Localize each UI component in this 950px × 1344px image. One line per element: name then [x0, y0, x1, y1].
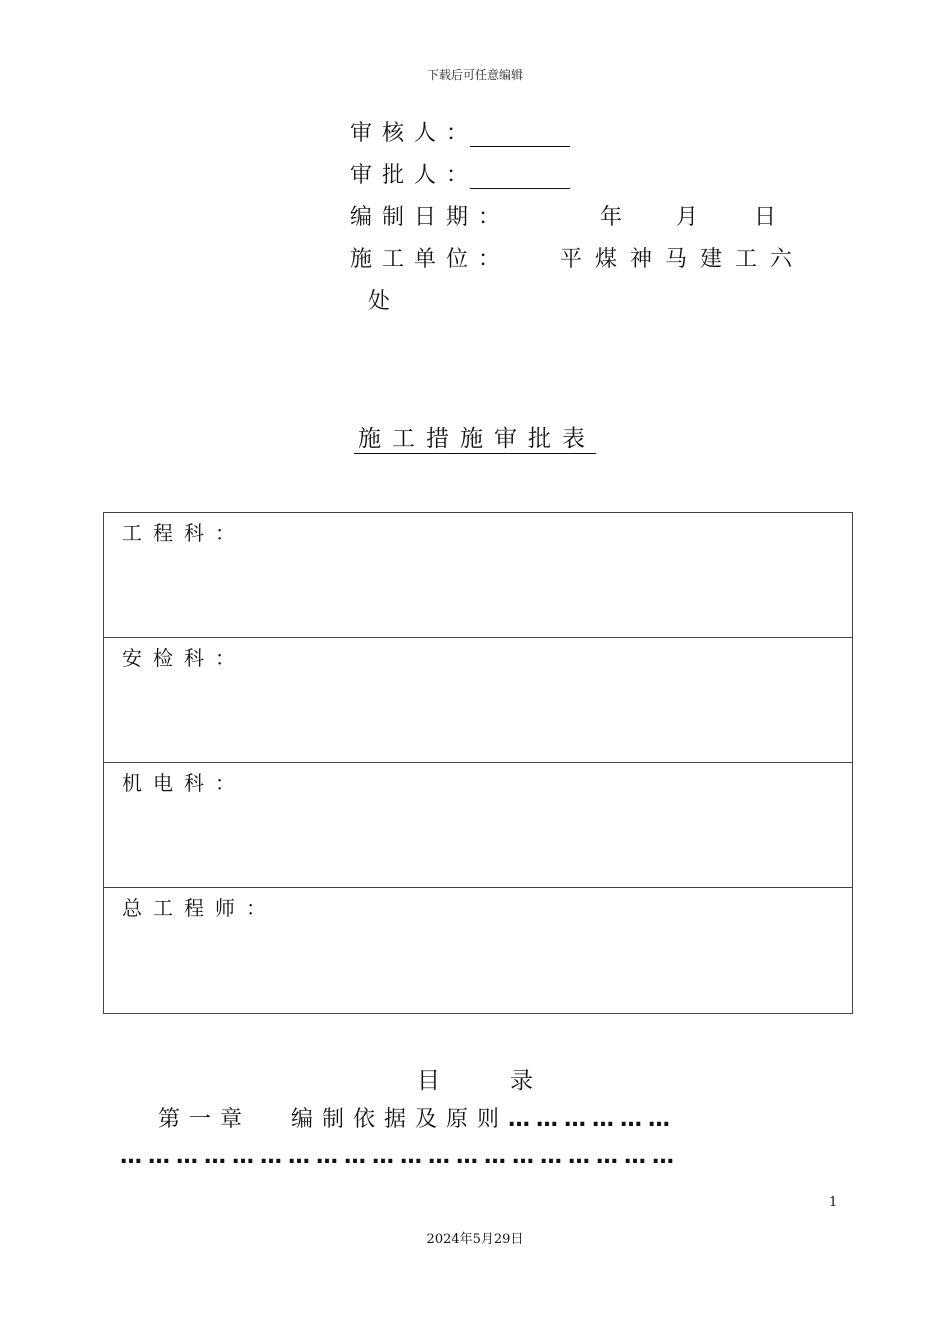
approval-label: 机电科： [122, 771, 246, 795]
toc-chapter-number: 第一章 [158, 1107, 252, 1132]
footer-date: 2024年5月29日 [426, 1232, 524, 1247]
unit-row [350, 242, 500, 273]
approval-title [0, 420, 950, 453]
reviewer-colon: ： [446, 121, 469, 146]
toc-chapter-title: 编制依据及原则 [291, 1107, 509, 1132]
approval-table [103, 512, 853, 1014]
date-row [350, 200, 500, 231]
approval-row-electromechanical [104, 763, 852, 888]
reviewer-label: 审核人 [350, 121, 447, 146]
unit-label: 施工单位 [350, 247, 479, 272]
toc-leader-dots: ……………… [508, 1107, 677, 1132]
toc-entry-chapter1[interactable] [158, 1102, 676, 1133]
approval-label: 安检科： [122, 646, 246, 670]
approval-label: 工程科： [122, 521, 246, 545]
page-number: 1 [829, 1195, 838, 1210]
date-year: 年 [600, 205, 623, 230]
approver-row [350, 158, 570, 189]
reviewer-row [350, 116, 570, 147]
toc-title-char2: 录 [510, 1068, 533, 1094]
approver-colon: ： [446, 163, 469, 188]
date-day: 日 [754, 205, 777, 230]
approval-row-engineering [104, 513, 852, 638]
unit-value-line1: 平煤神马建工六 [560, 247, 806, 272]
unit-value-line2: 处 [368, 289, 391, 314]
date-colon: ： [478, 205, 501, 230]
unit-colon: ： [478, 247, 501, 272]
toc-title-char1: 目 [417, 1068, 440, 1094]
approval-row-safety [104, 638, 852, 763]
toc-title [0, 1062, 950, 1095]
approver-signature-line [470, 166, 570, 189]
approval-title-text: 施工措施审批表 [354, 426, 596, 454]
date-label: 编制日期 [350, 205, 479, 230]
toc-leader-dots-continued: …………………………………………………… [120, 1144, 680, 1169]
date-month: 月 [676, 205, 699, 230]
approval-row-chief-engineer [104, 888, 852, 1013]
header-note: 下载后可任意编辑 [426, 68, 523, 82]
approval-label: 总工程师： [122, 896, 277, 920]
reviewer-signature-line [470, 124, 570, 147]
approver-label: 审批人 [350, 163, 447, 188]
